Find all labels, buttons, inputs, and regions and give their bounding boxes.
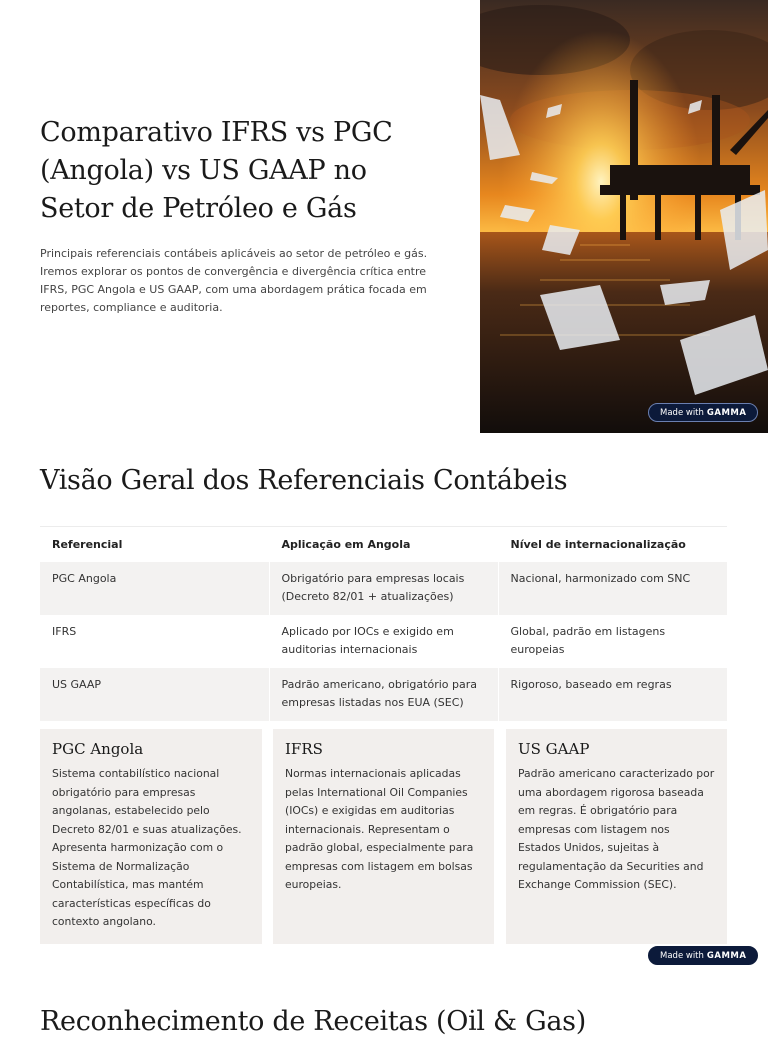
card-text: Normas internacionais aplicadas pelas International Oil Companies (IOCs) e exigidas em auditorias internacionais. Representam o padrão global, especialmente para empresas com listagem em bolsas europeias. — [285, 767, 474, 891]
hero-description: Principais referenciais contábeis aplicáveis ao setor de petróleo e gás. Iremos explorar os pontos de convergência e divergência crítica entre IFRS, PGC Angola e US GAAP, com uma abordagem prática focada em reportes, compliance e auditoria. — [40, 247, 428, 314]
table-cell: Global, padrão em listagens europeias — [498, 615, 727, 668]
card-text: Sistema contabilístico nacional obrigatório para empresas angolanas, estabelecido pelo Decreto 82/01 e suas atualizações. Apresenta harmonização com o Sistema de Normalização Contabilística, mas mantém características específicas do contexto angolano. — [52, 767, 242, 928]
oil-platform-image — [480, 0, 768, 433]
card-title: IFRS — [285, 740, 323, 758]
table-header-cell: Nível de internacionalização — [498, 527, 727, 563]
made-with-gamma-badge[interactable] — [648, 946, 758, 965]
page-title: Comparativo IFRS vs PGC (Angola) vs US GAAP no Setor de Petróleo e Gás — [40, 117, 393, 224]
card-title: PGC Angola — [52, 740, 144, 758]
overview-title: Visão Geral dos Referenciais Contábeis — [40, 465, 568, 496]
hero-section — [0, 0, 768, 433]
card-title: US GAAP — [518, 740, 590, 758]
table-cell: IFRS — [52, 625, 77, 638]
table-cell: US GAAP — [40, 668, 269, 721]
badge-brand: GAMMA — [706, 408, 747, 418]
card-us-gaap — [506, 729, 727, 944]
table-row — [40, 615, 727, 668]
made-with-gamma-badge[interactable] — [648, 403, 758, 422]
badge-prefix: Made with — [660, 951, 704, 961]
table-cell: Obrigatório para empresas locais (Decreto 82/01 + atualizações) — [269, 562, 498, 615]
card-pgc-angola — [40, 729, 262, 944]
table-cell: PGC Angola — [40, 562, 269, 615]
table-header-row — [40, 527, 727, 563]
next-section-title: Reconhecimento de Receitas (Oil & Gas) — [40, 1006, 586, 1037]
referencial-cards — [40, 729, 727, 944]
table-header-cell: Referencial — [40, 527, 269, 563]
table-header-cell: Aplicação em Angola — [269, 527, 498, 563]
table-cell: Rigoroso, baseado em regras — [498, 668, 727, 721]
card-text: Padrão americano caracterizado por uma abordagem rigorosa baseada em regras. É obrigatório para empresas com listagem nos Estados Unidos, sujeitas à regulamentação da Securities and Exchange Commission (SEC). — [518, 767, 715, 891]
table-row — [40, 668, 727, 721]
card-ifrs — [273, 729, 494, 944]
badge-prefix: Made with — [660, 408, 704, 418]
table-cell: Padrão americano, obrigatório para empresas listadas nos EUA (SEC) — [269, 668, 498, 721]
table-cell: Aplicado por IOCs e exigido em auditorias internacionais — [269, 615, 498, 668]
badge-brand: GAMMA — [706, 951, 747, 961]
referenciais-table — [40, 526, 727, 721]
table-cell: Nacional, harmonizado com SNC — [498, 562, 727, 615]
table-row — [40, 562, 727, 615]
